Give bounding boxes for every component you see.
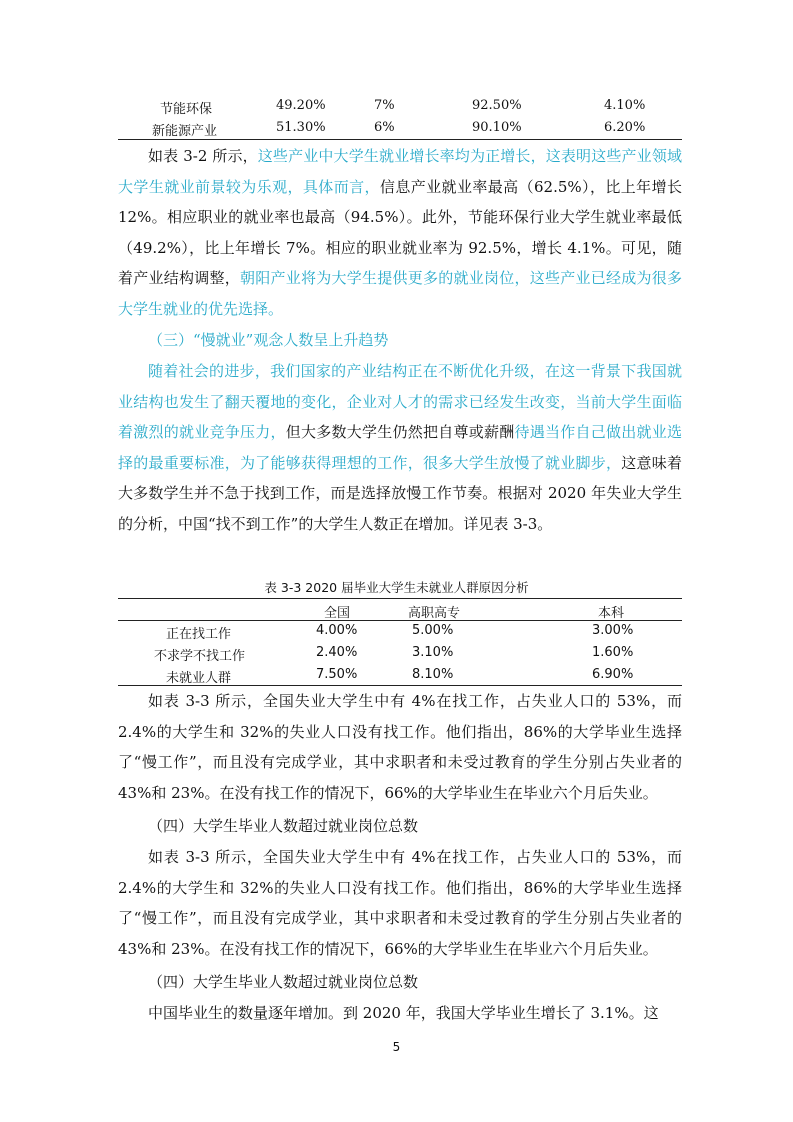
table-cell: 4.10% bbox=[604, 98, 646, 113]
table-cell: 6% bbox=[374, 120, 395, 135]
unemployment-table bbox=[118, 599, 682, 621]
highlighted-text: 待遇当作自己做出就业选择的最重要标准，为了能够获得理想的工作，很多大学生放慢了就业脚步， bbox=[118, 423, 682, 472]
table-cell: 4.00% bbox=[316, 623, 358, 638]
text-run: 但大多数大学生仍然把自尊或薪酬 bbox=[285, 423, 515, 441]
table-cell: 5.00% bbox=[412, 623, 454, 638]
text-run: 信息产业就业率最高（62.5%），比上年增长 12%。相应职业的就业率也最高（94.5%）。此外，节能环保行业大学生就业率最低（49.2%），比上年增长 7%。相应的职业就业率为 92.5%，增长 4.1%。可见，随着产业结构调整， bbox=[118, 177, 682, 287]
paragraph-1 bbox=[118, 141, 682, 324]
paragraph-5: 中国毕业生的数量逐年增加。到 2020 年，我国大学毕业生增长了 3.1%。这 bbox=[148, 1004, 659, 1022]
table-cell: 8.10% bbox=[412, 667, 454, 682]
text-run: 如表 3-2 所示， bbox=[148, 147, 258, 165]
page-number: 5 bbox=[392, 1040, 401, 1054]
table-row bbox=[118, 95, 682, 117]
section-heading-3: （三）“慢就业”观念人数呈上升趋势 bbox=[148, 331, 389, 349]
table-cell: 49.20% bbox=[276, 98, 326, 113]
column-header: 全国 bbox=[324, 606, 351, 621]
section-heading-4: （四）大学生毕业人数超过就业岗位总数 bbox=[148, 817, 419, 835]
table-bottom-rule bbox=[118, 139, 682, 140]
table-cell: 不求学不找工作 bbox=[154, 649, 246, 664]
highlighted-text: 这些产业中大学生就业增长率均为正增长，这表明这些产业领域大学生就业前景较为乐观，具体而言， bbox=[118, 147, 682, 196]
table-row bbox=[118, 117, 682, 139]
text-run: 这意味着大多数学生并不急于找到工作，而是选择放慢工作节奏。根据对 2020 年失业大学生的分析，中国“找不到工作”的大学生人数正在增加。详见表 3-3。 bbox=[118, 453, 682, 533]
table-cell: 51.30% bbox=[276, 120, 326, 135]
section-heading-4-repeat: （四）大学生毕业人数超过就业岗位总数 bbox=[148, 973, 419, 991]
table-cell: 节能环保 bbox=[160, 102, 213, 117]
table-cell: 6.90% bbox=[592, 667, 634, 682]
table-cell: 6.20% bbox=[604, 120, 646, 135]
table-caption: 表 3-3 2020 届毕业大学生未就业人群原因分析 bbox=[264, 580, 529, 595]
column-header: 本科 bbox=[598, 606, 625, 621]
table-cell: 2.40% bbox=[316, 645, 358, 660]
paragraph-2 bbox=[118, 356, 682, 539]
table-cell: 7% bbox=[374, 98, 395, 113]
industry-table bbox=[118, 95, 682, 139]
table-row bbox=[118, 664, 682, 686]
table-cell: 新能源产业 bbox=[152, 124, 218, 139]
unemployment-table-body bbox=[118, 620, 682, 686]
table-cell: 未就业人群 bbox=[166, 671, 232, 686]
table-cell: 正在找工作 bbox=[166, 627, 232, 642]
paragraph-3: 如表 3-3 所示，全国失业大学生中有 4%在找工作，占失业人口的 53%，而 2.4%的大学生和 32%的失业人口没有找工作。他们指出，86%的大学毕业生选择了“慢工作”，而且没有完成学业，其中求职者和未受过教育的学生分别占失业者的 43%和 23%。在没有找工作的情况下，66%的大学毕业生在毕业六个月后失业。 bbox=[118, 692, 682, 802]
table-cell: 7.50% bbox=[316, 667, 358, 682]
highlighted-text: 随着社会的进步，我们国家的产业结构正在不断优化升级，在这一背景下我国就业结构也发生了翻天覆地的变化，企业对人才的需求已经发生改变，当前大学生面临着激烈的就业竞争压力， bbox=[118, 362, 682, 441]
table-cell: 92.50% bbox=[472, 98, 522, 113]
table-header-row bbox=[118, 599, 682, 621]
table-row bbox=[118, 642, 682, 664]
table-cell: 3.00% bbox=[592, 623, 634, 638]
table-cell: 1.60% bbox=[592, 645, 634, 660]
highlighted-text: 朝阳产业将为大学生提供更多的就业岗位，这些产业已经成为很多大学生就业的优先选择。 bbox=[118, 269, 682, 318]
table-cell: 90.10% bbox=[472, 120, 522, 135]
table-row bbox=[118, 620, 682, 642]
column-header: 高职高专 bbox=[408, 606, 461, 621]
table-cell: 3.10% bbox=[412, 645, 454, 660]
paragraph-4: 如表 3-3 所示，全国失业大学生中有 4%在找工作，占失业人口的 53%，而 2.4%的大学生和 32%的失业人口没有找工作。他们指出，86%的大学毕业生选择了“慢工作”，而且没有完成学业，其中求职者和未受过教育的学生分别占失业者的 43%和 23%。在没有找工作的情况下，66%的大学毕业生在毕业六个月后失业。 bbox=[118, 848, 682, 958]
